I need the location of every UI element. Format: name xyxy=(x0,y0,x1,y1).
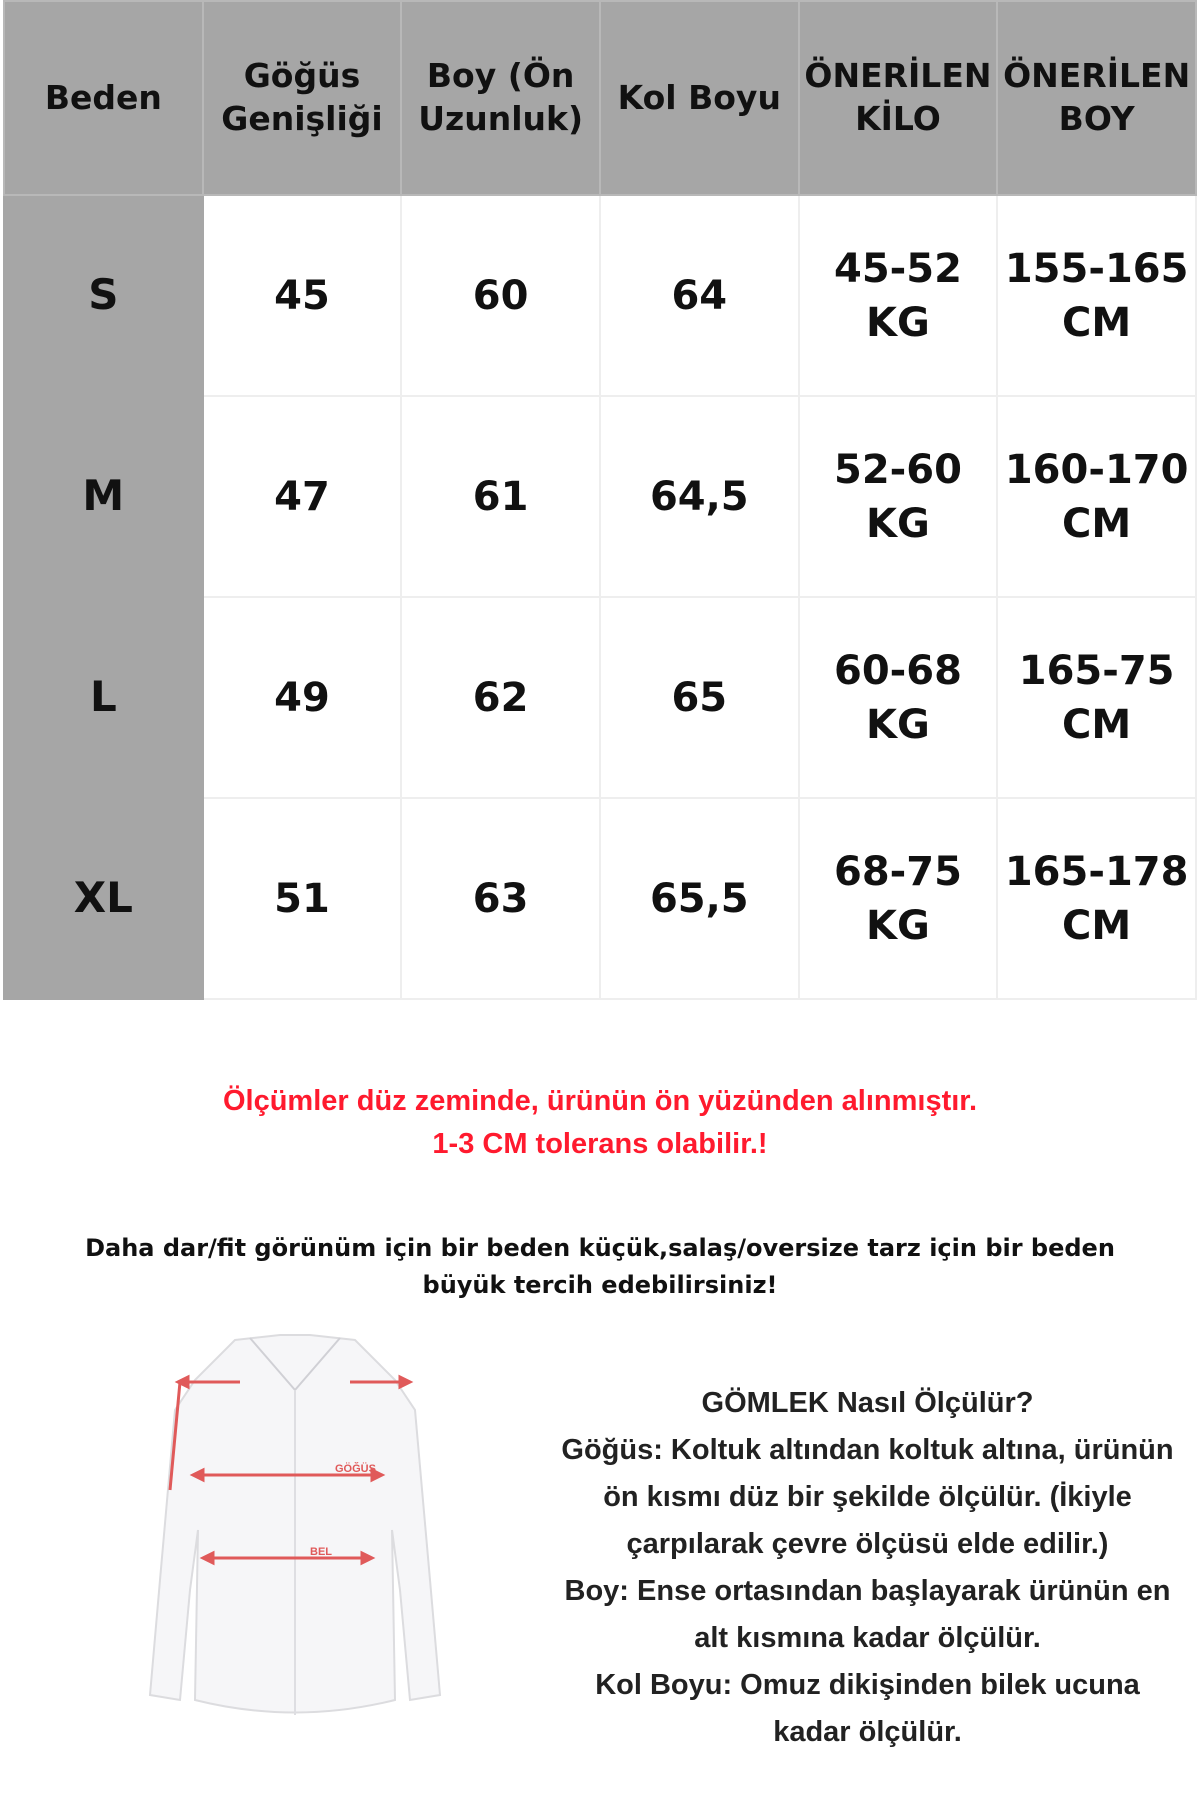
kilo-cell xyxy=(799,798,998,999)
chest-cell-text: 47 xyxy=(274,473,330,520)
size-chart-table xyxy=(3,0,1197,1000)
header-text: Boy (Ön xyxy=(426,56,575,96)
boy-cell-text: CM xyxy=(1062,902,1132,949)
header-text: BOY xyxy=(1058,99,1135,138)
header-chest xyxy=(203,1,402,195)
header-text: Göğüs xyxy=(243,56,361,96)
size-cell xyxy=(4,798,203,999)
how-to-line: Boy: Ense ortasından başlayarak ürünün en xyxy=(564,1575,1171,1607)
length-cell xyxy=(401,597,600,798)
length-cell-text: 61 xyxy=(472,473,529,520)
how-to-line: alt kısmına kadar ölçülür. xyxy=(694,1622,1041,1654)
length-cell xyxy=(401,396,600,597)
kilo-cell-text: 52-60 xyxy=(833,446,962,493)
how-to-measure xyxy=(535,1380,1200,1756)
header-text: KİLO xyxy=(855,99,941,138)
kilo-cell xyxy=(799,597,998,798)
header-length xyxy=(401,1,600,195)
sleeve-cell-text: 65 xyxy=(671,674,728,721)
how-to-line: çarpılarak çevre ölçüsü elde edilir.) xyxy=(626,1528,1109,1560)
table-row xyxy=(4,597,1196,798)
header-kilo xyxy=(799,1,998,195)
fit-note-line: Daha dar/fit görünüm için bir beden küçük,salaş/oversize tarz için bir beden xyxy=(85,1234,1115,1262)
chest-cell xyxy=(203,597,402,798)
sleeve-cell-text: 64,5 xyxy=(649,473,749,520)
kilo-cell-text: KG xyxy=(866,500,930,547)
size-cell xyxy=(4,597,203,798)
waist-label: BEL xyxy=(310,1546,332,1558)
sleeve-cell-text: 64 xyxy=(671,272,728,319)
boy-cell-text: 160-170 xyxy=(1004,446,1189,493)
length-cell-text: 60 xyxy=(472,272,529,319)
table-row xyxy=(4,396,1196,597)
chest-label: GÖĞÜS xyxy=(335,1463,376,1475)
size-cell xyxy=(4,195,203,396)
boy-cell xyxy=(997,798,1196,999)
kilo-cell xyxy=(799,195,998,396)
header-boy xyxy=(997,1,1196,195)
chest-cell-text: 45 xyxy=(274,272,330,319)
length-cell xyxy=(401,195,600,396)
kilo-cell-text: 60-68 xyxy=(833,647,962,694)
shirt-measurement-illustration xyxy=(130,1330,460,1730)
fit-note-line: büyük tercih edebilirsiniz! xyxy=(422,1271,778,1299)
boy-cell-text: 155-165 xyxy=(1004,245,1189,292)
header-text: Kol Boyu xyxy=(617,77,781,117)
how-to-line: ön kısmı düz bir şekilde ölçülür. (İkiyle xyxy=(603,1481,1132,1513)
boy-cell-text: CM xyxy=(1062,299,1132,346)
kilo-cell-text: 68-75 xyxy=(833,848,962,895)
sleeve-cell-text: 65,5 xyxy=(649,875,749,922)
length-cell-text: 62 xyxy=(472,674,529,721)
how-to-line: Kol Boyu: Omuz dikişinden bilek ucuna xyxy=(595,1669,1140,1701)
header-sleeve xyxy=(600,1,799,195)
kilo-cell xyxy=(799,396,998,597)
boy-cell-text: CM xyxy=(1062,701,1132,748)
boy-cell-text: 165-178 xyxy=(1004,848,1189,895)
chest-cell xyxy=(203,396,402,597)
kilo-cell-text: 45-52 xyxy=(833,245,962,292)
table-row xyxy=(4,798,1196,999)
length-cell-text: 63 xyxy=(472,875,529,922)
boy-cell-text: CM xyxy=(1062,500,1132,547)
table-row xyxy=(4,195,1196,396)
warning-line-2: 1-3 CM tolerans olabilir.! xyxy=(432,1128,768,1160)
warning-line-1: Ölçümler düz zeminde, ürünün ön yüzünden alınmıştır. xyxy=(222,1085,978,1117)
table-header-row xyxy=(4,1,1196,195)
header-text: ÖNERİLEN xyxy=(804,56,992,96)
kilo-cell-text: KG xyxy=(866,902,930,949)
how-to-title: GÖMLEK Nasıl Ölçülür? xyxy=(701,1387,1034,1419)
chest-cell xyxy=(203,195,402,396)
header-text: Uzunluk) xyxy=(418,99,584,138)
boy-cell-text: 165-75 xyxy=(1018,647,1175,694)
size-cell-text: M xyxy=(82,471,125,521)
fit-note xyxy=(20,1230,1180,1304)
sleeve-cell xyxy=(600,597,799,798)
size-cell xyxy=(4,396,203,597)
header-text: ÖNERİLEN xyxy=(1003,56,1191,96)
how-to-line: Göğüs: Koltuk altından koltuk altına, ürünün xyxy=(561,1434,1174,1466)
sleeve-cell xyxy=(600,396,799,597)
boy-cell xyxy=(997,597,1196,798)
kilo-cell-text: KG xyxy=(866,701,930,748)
header-text: Genişliği xyxy=(221,99,383,138)
sleeve-cell xyxy=(600,798,799,999)
size-cell-text: XL xyxy=(73,873,133,923)
size-cell-text: S xyxy=(88,270,119,320)
boy-cell xyxy=(997,396,1196,597)
header-text: Beden xyxy=(44,77,162,117)
length-cell xyxy=(401,798,600,999)
chest-cell xyxy=(203,798,402,999)
sleeve-cell xyxy=(600,195,799,396)
how-to-line: kadar ölçülür. xyxy=(773,1716,962,1748)
size-cell-text: L xyxy=(89,672,117,722)
boy-cell xyxy=(997,195,1196,396)
chest-cell-text: 51 xyxy=(274,875,330,922)
kilo-cell-text: KG xyxy=(866,299,930,346)
chest-cell-text: 49 xyxy=(274,674,330,721)
header-beden xyxy=(4,1,203,195)
